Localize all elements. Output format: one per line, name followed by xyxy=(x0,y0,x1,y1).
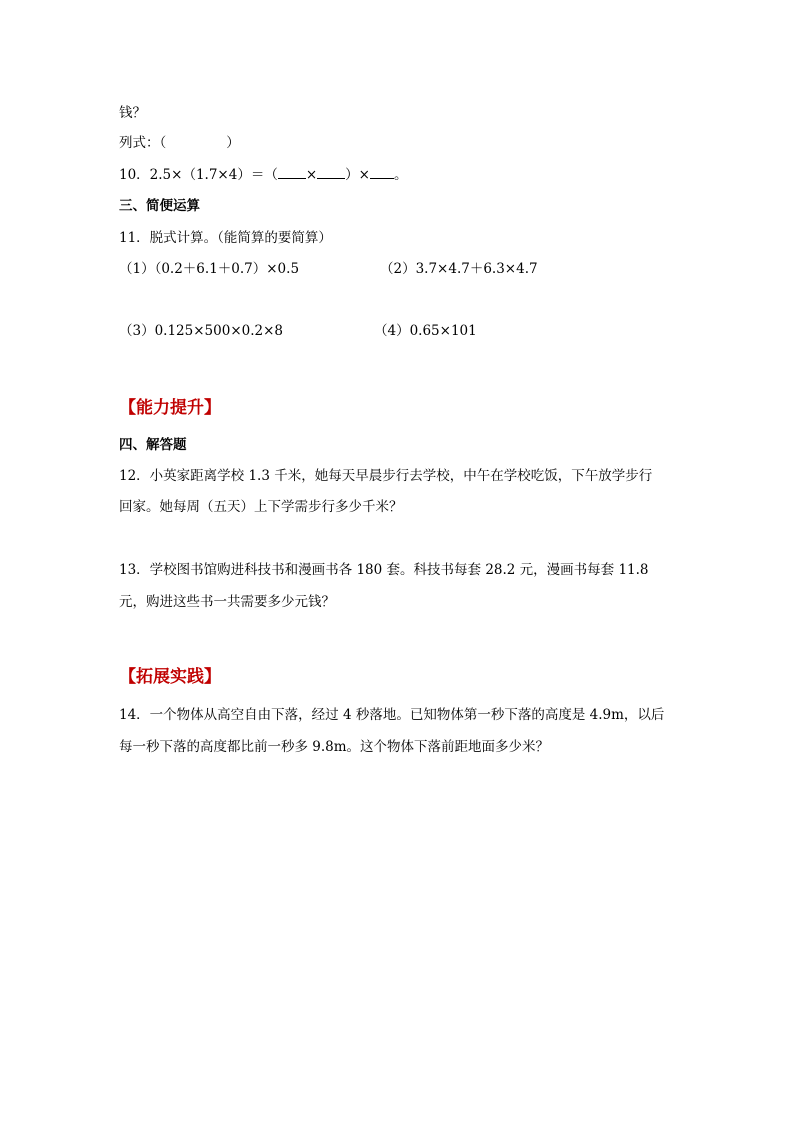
q10-times: × xyxy=(305,167,318,183)
q14-line1: 14．一个物体从高空自由下落，经过 4 秒落地。已知物体第一秒下落的高度是 4.9m，以后 xyxy=(119,707,665,723)
q13-line2: 元，购进这些书一共需要多少元钱？ xyxy=(119,594,335,610)
q11-part2: （2）3.7×4.7＋6.3×4.7 xyxy=(380,261,538,277)
q10-end: 。 xyxy=(393,167,408,183)
section4-title: 四、解答题 xyxy=(119,437,187,453)
q11-stem: 11．脱式计算。（能简算的要简算） xyxy=(119,230,332,246)
q10-text-a: 10．2.5×（1.7×4）＝（ xyxy=(119,167,278,183)
q10-close: ）× xyxy=(345,167,370,183)
q9-tail: 钱？ xyxy=(119,105,146,121)
q14-line2: 每一秒下落的高度都比前一秒多 9.8m。这个物体下落前距地面多少米？ xyxy=(119,739,550,755)
extend-section-title: 【拓展实践】 xyxy=(119,667,221,687)
q11-part4: （4）0.65×101 xyxy=(374,323,477,339)
q11-part3: （3）0.125×500×0.2×8 xyxy=(119,323,283,339)
q9-formula xyxy=(119,133,240,153)
formula-label: 列式：（ xyxy=(119,135,167,151)
blank-3[interactable] xyxy=(370,165,394,179)
formula-close: ） xyxy=(226,135,240,151)
q12-line1: 12．小英家距离学校 1.3 千米，她每天早晨步行去学校，中午在学校吃饭，下午放学步行 xyxy=(119,468,653,484)
q12-line2: 回家。她每周（五天）上下学需步行多少千米？ xyxy=(119,499,403,515)
q10-question xyxy=(119,165,407,185)
section3-title: 三、简便运算 xyxy=(119,198,200,214)
ability-section-title: 【能力提升】 xyxy=(119,398,221,418)
q13-line1: 13．学校图书馆购进科技书和漫画书各 180 套。科技书每套 28.2 元，漫画书每套 11.8 xyxy=(119,562,649,578)
blank-2[interactable] xyxy=(317,165,345,179)
blank-1[interactable] xyxy=(278,165,306,179)
q11-part1: （1）（0.2＋6.1＋0.7）×0.5 xyxy=(119,261,300,277)
